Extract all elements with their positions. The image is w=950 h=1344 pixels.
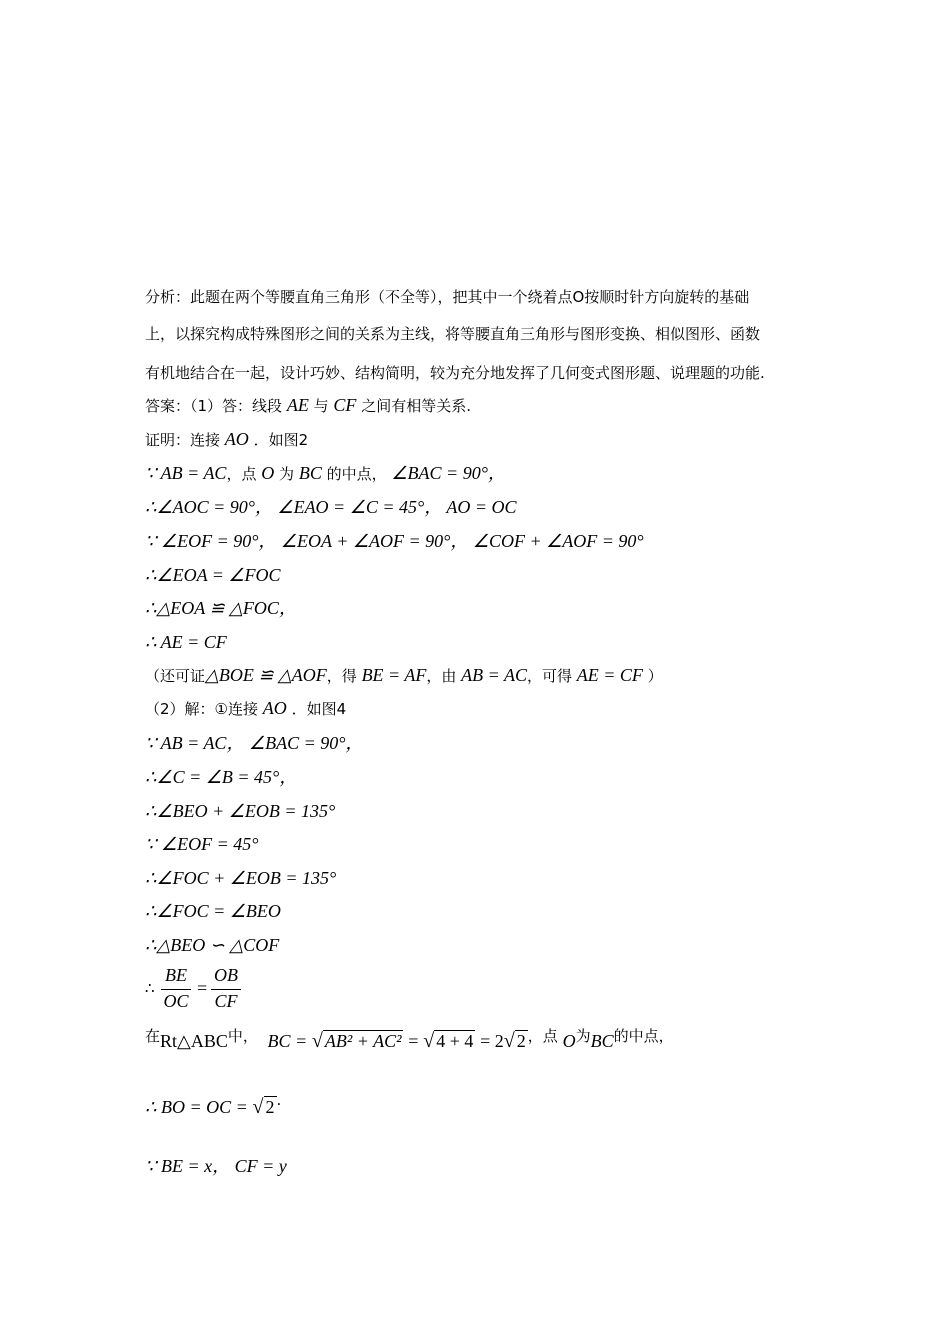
alt-note-ae-cf: AE = CF <box>576 665 643 685</box>
analysis-line-3: 有机地结合在一起，设计巧妙、结构简明，较为充分地发挥了几何变式图形题、说理题的功能. <box>145 364 765 382</box>
part2-step-3: ∴∠BEO + ∠EOB = 135° <box>145 801 336 821</box>
answer-rest: 之间有相等关系. <box>361 397 471 415</box>
bo-end: . <box>276 1091 282 1109</box>
proof-intro-line <box>145 428 308 451</box>
equals-2: = <box>408 1031 419 1051</box>
alt-note-ab-ac: AB = AC <box>461 665 527 685</box>
point-text: ，点 <box>527 1027 558 1045</box>
ratio2-numerator: OB <box>214 965 238 985</box>
midpoint-text: 的中点， <box>613 1027 674 1045</box>
rt-triangle: Rt△ABC <box>160 1031 228 1051</box>
bo-oc-eq: ∴ BO = OC = <box>145 1097 248 1117</box>
part2-step-2: ∴∠C = ∠B = 45°， <box>145 767 298 787</box>
alt-note-end: ） <box>647 667 663 685</box>
bc-equals: BC = <box>267 1031 308 1051</box>
segment-cf: CF <box>333 395 357 415</box>
proof-step-2: ∴∠AOC = 90°， ∠EAO = ∠C = 45°， AO = OC <box>145 497 517 517</box>
proof-step-1 <box>145 462 506 485</box>
segment-ao: AO <box>224 429 249 449</box>
step1-text-a: ，点 <box>226 465 257 483</box>
proof-intro: 证明：连接 <box>145 431 221 449</box>
part2-step-6: ∴∠FOC = ∠BEO <box>145 901 281 921</box>
segment-ae: AE <box>286 395 309 415</box>
part2-step-7: ∴△BEO ∽ △COF <box>145 935 280 955</box>
part2-step-1: ∵ AB = AC， ∠BAC = 90°， <box>145 733 364 753</box>
sqrt-2-bo-content: 2 <box>265 1097 275 1117</box>
equals-2-root: = 2 <box>480 1031 504 1051</box>
alt-note-e: ，由 <box>426 667 457 685</box>
therefore-symbol: ∴ <box>145 979 155 997</box>
bo-oc-line <box>145 1091 282 1119</box>
proof-alt-note <box>145 664 663 687</box>
be-cf-variables: ∵ BE = x， CF = y <box>145 1156 287 1176</box>
segment-ao-2: AO <box>262 698 287 718</box>
wei-text: 为 <box>575 1027 591 1045</box>
sqrt-2-bo: √ 2 <box>252 1096 275 1118</box>
answer-line <box>145 394 471 417</box>
sqrt-ab-ac: √ AB² + AC² <box>311 1030 402 1052</box>
answer-label: 答案：（1）答：线段 <box>145 397 283 415</box>
proof-step-3: ∵ ∠EOF = 90°， ∠EOA + ∠AOF = 90°， ∠COF + ∠AOF = 90° <box>145 531 644 551</box>
alt-note-be-af: BE = AF <box>361 665 427 685</box>
sqrt-4-4-content: 4 + 4 <box>436 1031 474 1051</box>
sqrt-2: √ 2 <box>503 1030 526 1052</box>
part2-step-5: ∴∠FOC + ∠EOB = 135° <box>145 868 337 888</box>
ratio1-denominator: OC <box>163 991 189 1011</box>
proof-step-6: ∴ AE = CF <box>145 632 227 652</box>
proof-step-5: ∴△EOA ≌ △FOC， <box>145 598 297 618</box>
ratio-equals: = <box>197 978 208 998</box>
rt-triangle-line <box>145 1027 674 1053</box>
sqrt-2-content: 2 <box>516 1031 526 1051</box>
answer-with: 与 <box>313 397 329 415</box>
analysis-line-1: 分析：此题在两个等腰直角三角形（不全等），把其中一个绕着点O按顺时针方向旋转的基础 <box>145 288 750 306</box>
figure-ref: ．如图2 <box>253 431 309 449</box>
figure-ref-2: ．如图4 <box>291 700 347 718</box>
ratio2-bar <box>211 989 241 990</box>
ratio1-numerator: BE <box>165 965 187 985</box>
part2-intro: （2）解：①连接 <box>145 700 258 718</box>
sqrt-ab-ac-content: AB² + AC² <box>324 1031 402 1051</box>
step1-angle: ∠BAC = 90°， <box>391 463 506 483</box>
step1-text-b: 为 <box>279 465 295 483</box>
rt-in: 在 <box>145 1027 161 1045</box>
point-o: O <box>261 463 275 483</box>
rt-middle: 中， <box>227 1027 258 1045</box>
step1-eq: ∵ AB = AC <box>145 463 227 483</box>
point-o-2: O <box>562 1031 576 1051</box>
part2-step-4: ∵ ∠EOF = 45° <box>145 834 259 854</box>
ratio1-bar <box>161 989 191 990</box>
part2-intro-line <box>145 697 346 720</box>
sqrt-4-4: √ 4 + 4 <box>423 1030 474 1052</box>
alt-note-c: ，得 <box>326 667 357 685</box>
similarity-ratio <box>145 965 265 1015</box>
alt-note-a: （还可证 <box>145 667 206 685</box>
segment-bc-2: BC <box>590 1031 614 1051</box>
alt-note-congruent: △BOE ≌ △AOF <box>205 665 327 685</box>
alt-note-g: ，可得 <box>526 667 572 685</box>
segment-bc: BC <box>298 463 322 483</box>
analysis-line-2: 上，以探究构成特殊图形之间的关系为主线，将等腰直角三角形与图形变换、相似图形、函数 <box>145 325 761 343</box>
ratio2-denominator: CF <box>214 991 238 1011</box>
proof-step-4: ∴∠EOA = ∠FOC <box>145 565 281 585</box>
step1-text-c: 的中点， <box>326 465 387 483</box>
